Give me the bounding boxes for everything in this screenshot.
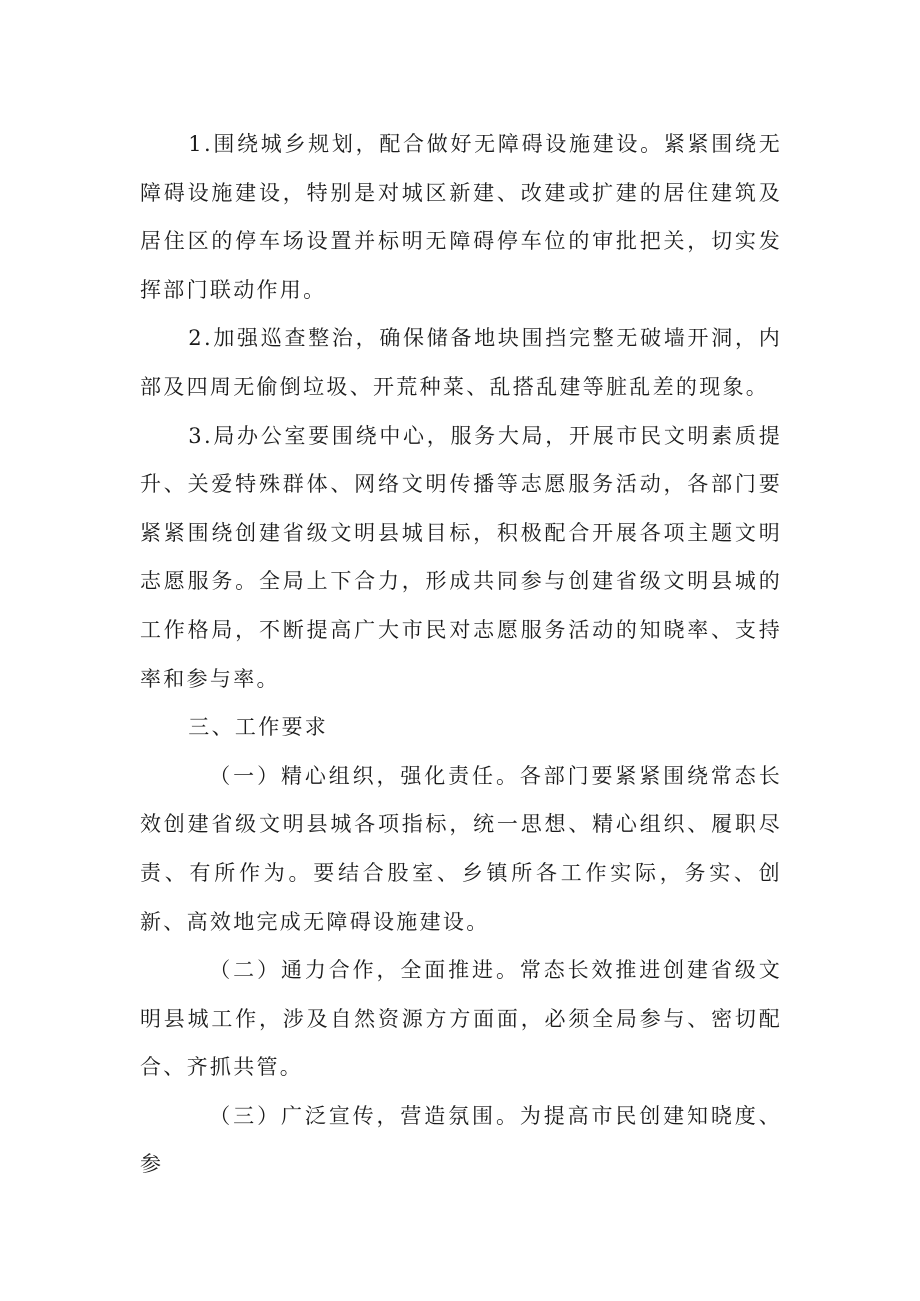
paragraph-item-2: 2.加强巡查整治，确保储备地块围挡完整无破墙开洞，内部及四周无偷倒垃圾、开荒种菜、乱搭乱建等脏乱差的现象。 (140, 326, 782, 399)
paragraph-item-1: 1.围绕城乡规划，配合做好无障碍设施建设。紧紧围绕无障碍设施建设，特别是对城区新建、改建或扩建的居住建筑及居住区的停车场设置并标明无障碍停车位的审批把关，切实发挥部门联动作用。 (140, 132, 782, 302)
section-heading-work-requirements: 三、工作要求 (188, 715, 329, 740)
paragraph-item-3: 3.局办公室要围绕中心，服务大局，开展市民文明素质提升、关爱特殊群体、网络文明传播等志愿服务活动，各部门要紧紧围绕创建省级文明县城目标，积极配合开展各项主题文明志愿服务。全局上下合力，形成共同参与创建省级文明县城的工作格局，不断提高广大市民对志愿服务活动的知晓率、支持率和参与率。 (140, 423, 782, 691)
document-body (140, 120, 782, 1189)
requirement-item-3: （三）广泛宣传，营造氛围。为提高市民创建知晓度、参 (140, 1103, 782, 1177)
requirement-item-1: （一）精心组织，强化责任。各部门要紧紧围绕常态长效创建省级文明县城各项指标，统一思想、精心组织、履职尽责、有所作为。要结合股室、乡镇所各工作实际，务实、创新、高效地完成无障碍设施建设。 (140, 763, 782, 934)
requirement-item-2: （二）通力合作，全面推进。常态长效推进创建省级文明县城工作，涉及自然资源方方面面，必须全局参与、密切配合、齐抓共管。 (140, 958, 782, 1080)
